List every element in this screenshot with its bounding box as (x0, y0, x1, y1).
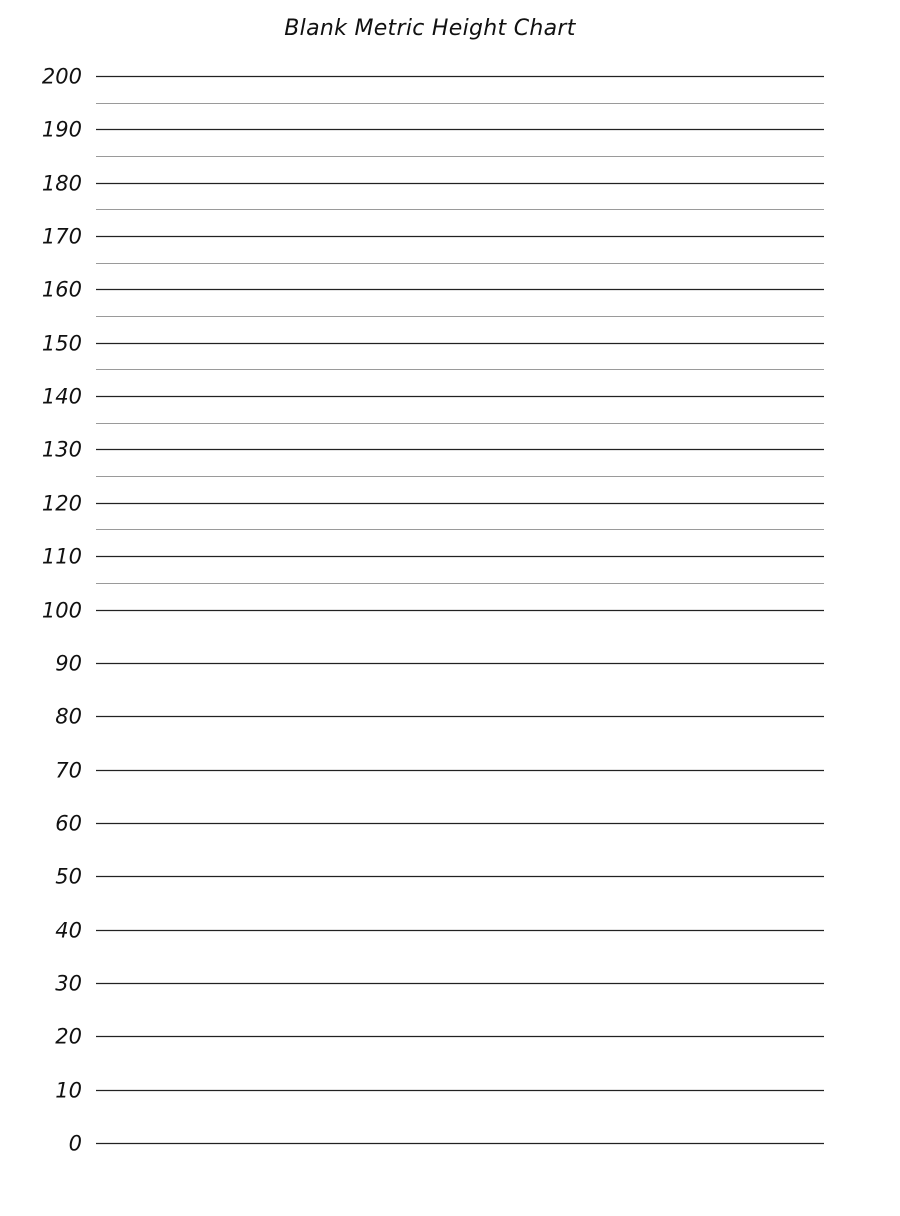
tick-label-180: 180 (41, 171, 82, 196)
tick-labels (42, 65, 82, 1156)
tick-label-30: 30 (55, 971, 82, 996)
tick-label-50: 50 (55, 864, 82, 889)
tick-label-20: 20 (55, 1024, 82, 1049)
tick-label-70: 70 (55, 758, 82, 783)
tick-label-90: 90 (55, 651, 82, 676)
tick-label-190: 190 (41, 117, 82, 142)
tick-label-120: 120 (41, 491, 82, 516)
tick-label-10: 10 (55, 1078, 82, 1103)
tick-label-60: 60 (55, 811, 82, 836)
tick-label-170: 170 (41, 224, 82, 249)
tick-label-100: 100 (41, 598, 82, 623)
tick-label-0: 0 (68, 1131, 82, 1156)
tick-label-80: 80 (55, 704, 82, 729)
tick-label-130: 130 (41, 437, 82, 462)
major-gridlines (96, 77, 824, 1144)
tick-label-160: 160 (41, 277, 82, 302)
tick-label-150: 150 (41, 331, 82, 356)
page-title: Blank Metric Height Chart (284, 16, 576, 41)
tick-label-140: 140 (41, 384, 82, 409)
tick-label-110: 110 (41, 544, 82, 569)
tick-label-40: 40 (55, 918, 82, 943)
tick-label-200: 200 (41, 64, 82, 89)
